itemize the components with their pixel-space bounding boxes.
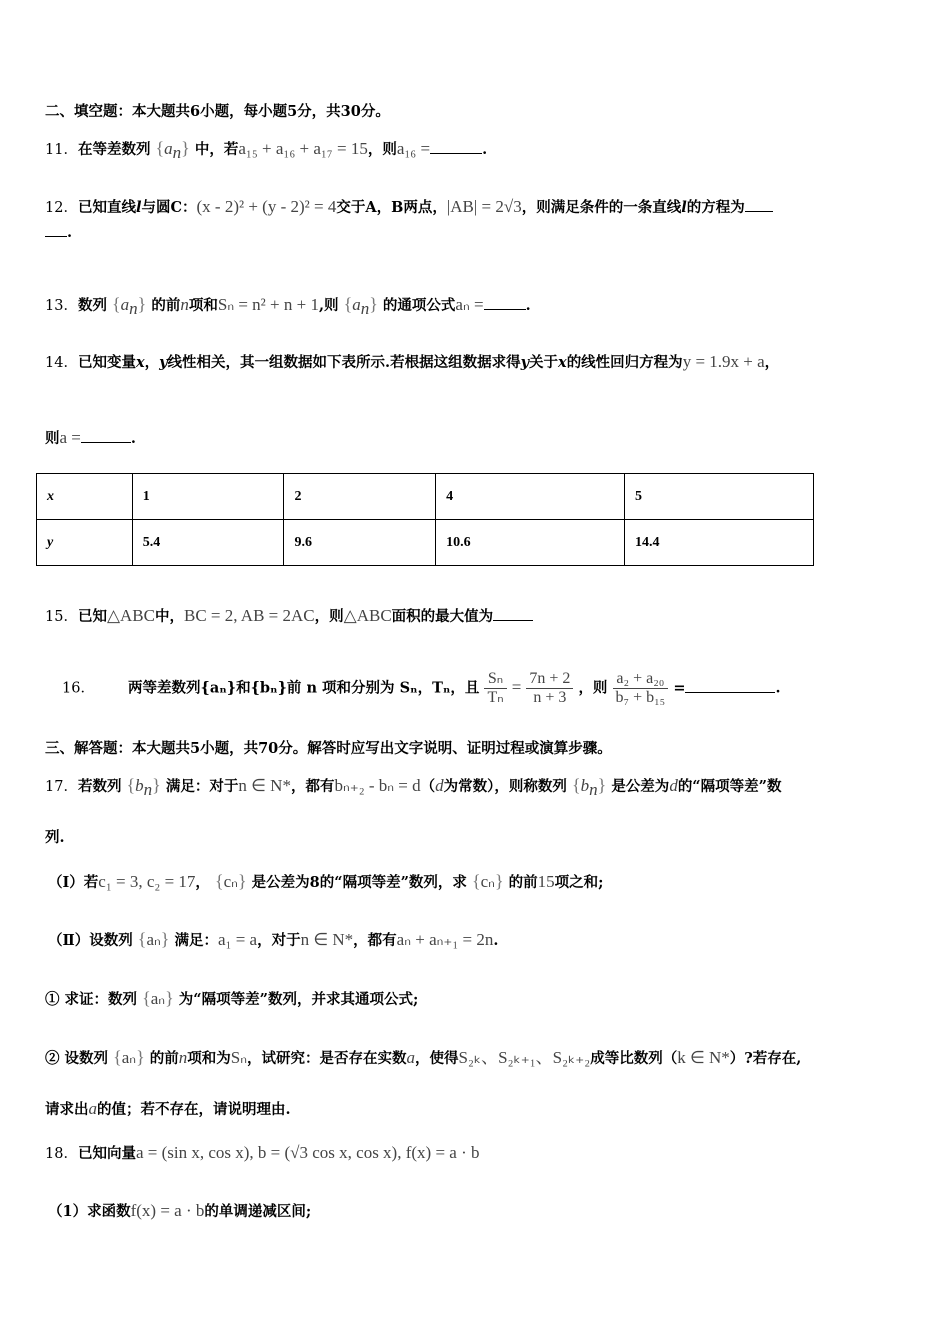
table-cell: 4 [436,474,625,520]
question-17-subpart-1: ① 求证：数列 {aₙ} 为“隔项等差”数列，并求其通项公式; [45,988,419,1008]
answer-blank [45,222,67,237]
question-17: 17．若数列 $\{b_n\}$ 满足：对于n ∈ N*，都有bₙ₊₂ - bₙ = d（d为常数），则称数列 $\{b_n\}$ 是公差为d的“隔项等差”数 [45,775,782,799]
section-3-header: 三、解答题：本大题共5小题，共70分。解答时应写出文字说明、证明过程或演算步骤。 [45,740,612,757]
table-cell: 10.6 [436,520,625,566]
vector-definition: a = (sin x, cos x), b = (√3 cos x, cos x), f(x) = a · b [135,1143,480,1162]
question-13: 13．数列 $\{a_n\}$ 的前n项和Sₙ = n² + n + 1,则 $\{a_n\}$ 的通项公式aₙ = . [45,294,531,318]
answer-blank [430,139,482,154]
sum-formula: Sₙ = n² + n + 1 [217,295,319,314]
question-18: 18．已知向量a = (sin x, cos x), b = (√3 cos x, cos x), f(x) = a · b [45,1143,480,1162]
table-cell: 14.4 [625,520,814,566]
fraction-a-over-b: $\frac{\text{a₂ + a₂₀}}{\text{b₇ + b₁₅}}$ [613,670,669,707]
table-row [37,520,814,566]
question-18-part-1: （1）求函数f(x) = a · b的单调递减区间; [48,1201,312,1220]
question-12-continued: . [45,222,72,244]
math-expression: a₁₅ + a₁₆ + a₁₇ = 15 [238,139,368,158]
answer-blank [81,428,131,443]
answer-blank [745,197,773,212]
table-cell: 5.4 [132,520,284,566]
fraction-s-over-t: $\frac{\text{Sₙ}}{\text{Tₙ}}$ [484,670,506,707]
sequence-symbol: a [164,139,173,158]
answer-blank [685,678,775,693]
table-cell: x [37,474,133,520]
question-12: 12．已知直线l与圆C：(x - 2)² + (y - 2)² = 4交于A，B两点，|AB| = 2√3，则满足条件的一条直线l的方程为 [45,196,773,219]
question-17-continued: 列. [45,829,65,846]
answer-blank [484,295,526,310]
table-row [37,474,814,520]
question-17-part-2: （Ⅱ）设数列 {aₙ} 满足：a₁ = a，对于n ∈ N*，都有aₙ + aₙ₊₁ = 2n. [48,929,499,949]
fraction-ratio: $\frac{7n + 2}{n + 3}$ [526,670,573,707]
question-15: 15．已知△ABC中，BC = 2, AB = 2AC，则△ABC面积的最大值为 [45,605,533,628]
table-cell: y [37,520,133,566]
table-cell: 5 [625,474,814,520]
question-14: 14．已知变量x，y线性相关，其一组数据如下表所示.若根据这组数据求得y关于x的线性回归方程为y = 1.9x + a， [45,352,780,371]
chord-length: |AB| = 2√3 [446,197,522,216]
answer-blank [493,606,533,621]
table-cell: 2 [284,474,436,520]
data-table [36,473,814,566]
section-2-header: 二、填空题：本大题共6小题，每小题5分，共30分。 [45,103,390,120]
circle-equation: (x - 2)² + (y - 2)² = 4 [196,197,337,216]
question-16: 16． 两等差数列{aₙ}和{bₙ}前 n 项和分别为 Sₙ，Tₙ，且 $\frac{\text{Sₙ}}{\text{Tₙ}}$ = $\frac{7n + 2}{n + 3}$ ，则 $\frac{\text{a₂ + a₂₀}}{\text{b₇ + b₁₅}}$ = . [62,670,781,706]
regression-equation: y = 1.9x + a [682,352,765,371]
question-14-continued: 则a = . [45,428,136,447]
question-11: 11．在等差数列 $\{a_n\}$ 中，若a₁₅ + a₁₆ + a₁₇ = 15，则a₁₆ = . [45,138,488,162]
table-cell: 1 [132,474,284,520]
triangle-condition: BC = 2, AB = 2AC [183,606,315,625]
question-17-subpart-2: ② 设数列 {aₙ} 的前n项和为Sₙ，试研究：是否存在实数a，使得S₂ₖ、S₂ₖ₊₁、S₂ₖ₊₂成等比数列（k ∈ N*）?若存在, [45,1047,802,1067]
table-cell: 9.6 [284,520,436,566]
question-17-subpart-2-continued: 请求出a的值；若不存在，请说明理由. [45,1099,291,1118]
question-17-part-1: （Ⅰ）若c₁ = 3, c₂ = 17， {cₙ} 是公差为8的“隔项等差”数列，求 {cₙ} 的前15项之和; [48,871,604,891]
